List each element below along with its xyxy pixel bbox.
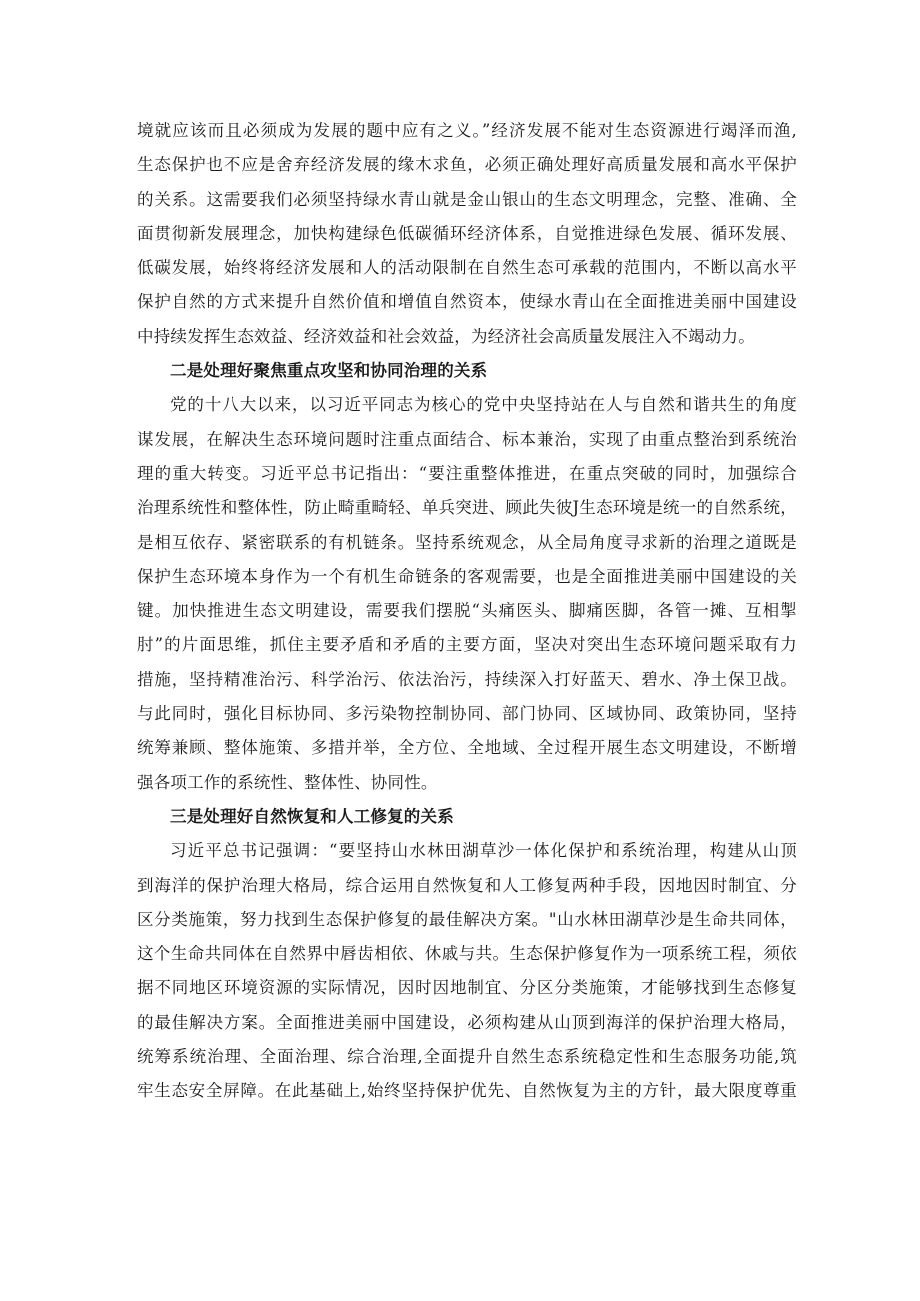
paragraph-2 xyxy=(137,388,797,800)
text-line: 区分类施策，努力找到生态保护修复的最佳解决方案。"山水林田湖草沙是生命共同体， xyxy=(137,909,797,929)
text-line: 是相互依存、紧密联系的有机链条。坚持系统观念，从全局角度寻求新的治理之道既是 xyxy=(137,532,797,552)
text-line: 到海洋的保护治理大格局，综合运用自然恢复和人工修复两种手段，因地因时制宜、分 xyxy=(137,875,797,895)
text-line: 境就应该而且必须成为发展的题中应有之义。”经济发展不能对生态资源进行竭泽而渔, xyxy=(137,121,797,140)
text-line: 统筹系统治理、全面治理、综合治理,全面提升自然生态系统稳定性和生态服务功能,筑 xyxy=(137,1047,797,1067)
text-line: 低碳发展，始终将经济发展和人的活动限制在自然生态可承载的范围内，不断以高水平 xyxy=(137,258,797,278)
text-line: 面贯彻新发展理念，加快构建绿色低碳循环经济体系，自觉推进绿色发展、循环发展、 xyxy=(137,223,797,243)
text-line: 强各项工作的系统性、整体性、协同性。 xyxy=(137,772,438,792)
text-line: 牢生态安全屏障。在此基础上,始终坚持保护优先、自然恢复为主的方针，最大限度尊重 xyxy=(137,1081,797,1101)
text-line: 措施，坚持精准治污、科学治污、依法治污，持续深入打好蓝天、碧水、净土保卫战。 xyxy=(137,669,797,689)
section-heading-2: 二是处理好聚焦重点攻坚和协同治理的关系 xyxy=(170,361,488,381)
text-line: 党的十八大以来，以习近平同志为核心的党中央坚持站在人与自然和谐共生的角度 xyxy=(170,395,797,415)
section-heading-3: 三是处理好自然恢复和人工修复的关系 xyxy=(170,806,454,826)
text-line: 谋发展，在解决生态环境问题时注重点面结合、标本兼治，实现了由重点整治到系统治 xyxy=(137,429,797,449)
text-line: 治理系统性和整体性，防止畸重畸轻、单兵突进、顾此失彼J生态环境是统一的自然系统， xyxy=(137,498,797,518)
text-line: 统筹兼顾、整体施策、多措并举，全方位、全地域、全过程开展生态文明建设，不断增 xyxy=(137,738,797,758)
document-page xyxy=(137,114,797,1109)
text-line: 保护自然的方式来提升自然价值和增值自然资本，使绿水青山在全面推进美丽中国建设 xyxy=(137,292,797,312)
text-line: 保护生态环境本身作为一个有机生命链条的客观需要，也是全面推进美丽中国建设的关 xyxy=(137,566,797,586)
text-line: 键。加快推进生态文明建设，需要我们摆脱“头痛医头、脚痛医脚，各管一摊、互相掣 xyxy=(137,601,797,621)
text-line: 中持续发挥生态效益、经济效益和社会效益，为经济社会高质量发展注入不竭动力。 xyxy=(137,326,755,346)
text-line: 与此同时，强化目标协同、多污染物控制协同、部门协同、区域协同、政策协同，坚持 xyxy=(137,704,797,724)
text-line: 理的重大转变。习近平总书记指出：“要注重整体推进，在重点突破的同时，加强综合 xyxy=(137,463,797,483)
text-line: 据不同地区环境资源的实际情况，因时因地制宜、分区分类施策，才能够找到生态修复 xyxy=(137,978,797,998)
paragraph-3 xyxy=(137,834,797,1108)
text-line: 习近平总书记强调：“要坚持山水林田湖草沙一体化保护和系统治理，构建从山顶 xyxy=(170,841,797,861)
text-line: 的最佳解决方案。全面推进美丽中国建设，必须构建从山顶到海洋的保护治理大格局， xyxy=(137,1012,797,1032)
text-line: 这个生命共同体在自然界中唇齿相依、休戚与共。生态保护修复作为一项系统工程，须依 xyxy=(137,944,797,964)
text-line: 生态保护也不应是舍弃经济发展的缘木求鱼，必须正确处理好高质量发展和高水平保护 xyxy=(137,155,797,175)
text-line: 的关系。这需要我们必须坚持绿水青山就是金山银山的生态文明理念，完整、准确、全 xyxy=(137,189,797,209)
paragraph-1 xyxy=(137,114,797,354)
text-line: 肘”的片面思维，抓住主要矛盾和矛盾的主要方面，坚决对突出生态环境问题采取有力 xyxy=(137,635,797,655)
